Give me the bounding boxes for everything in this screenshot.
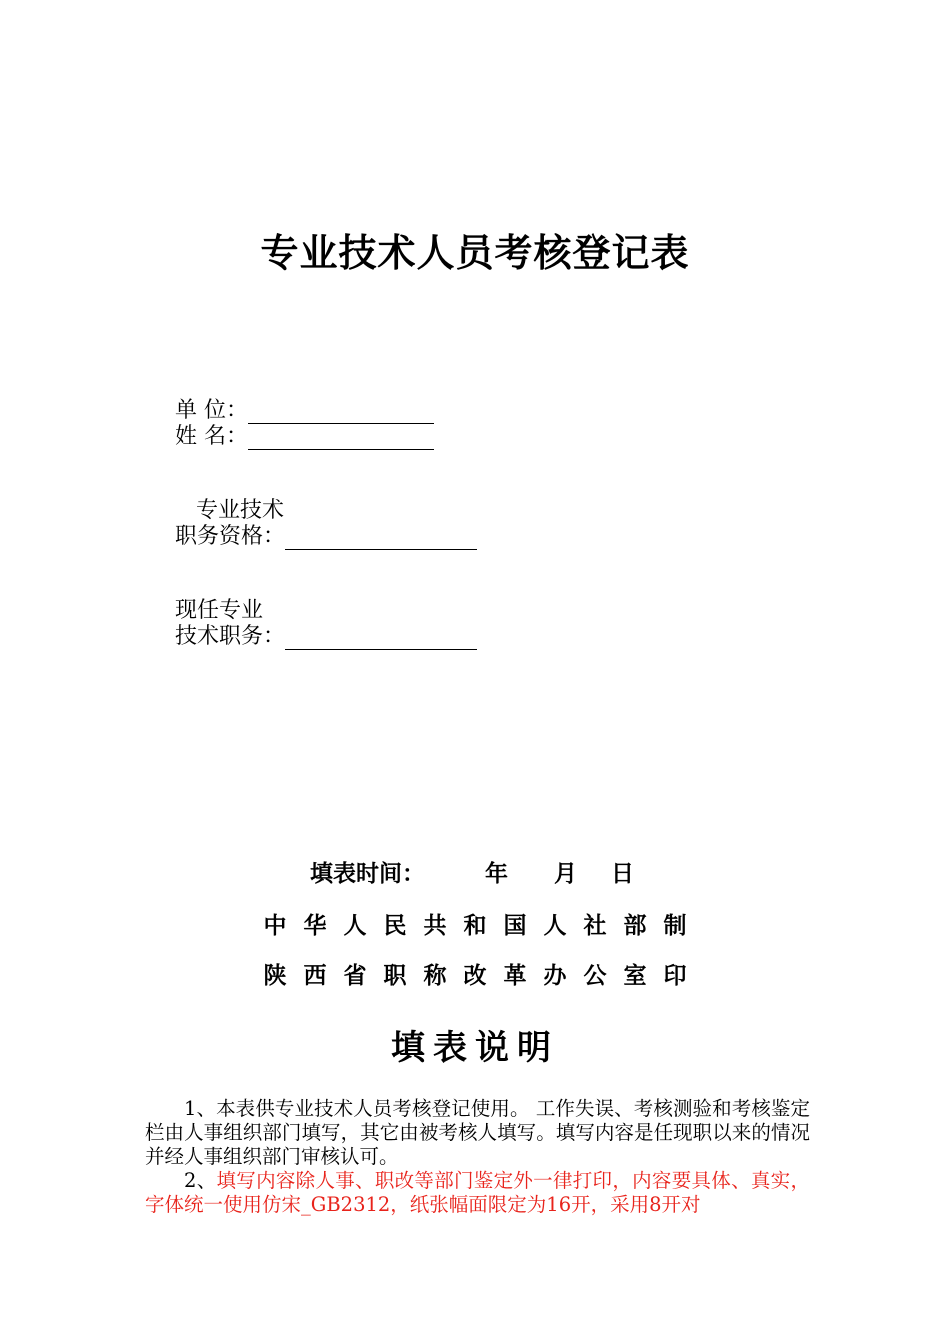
unit-label: 单 位：	[175, 398, 248, 423]
instruction-item-1: 1、本表供专业技术人员考核登记使用。 工作失误、考核测验和考核鉴定栏由人事组织部门填写，其它由被考核人填写。填写内容是任现职以来的情况并经人事组织部门审核认可。	[145, 1097, 810, 1168]
instructions-heading: 填表说明	[391, 1028, 559, 1068]
fill-date	[310, 855, 634, 888]
issuer-line-1: 中华人民共和国人社部制	[263, 913, 704, 939]
name-input-line[interactable]	[248, 427, 434, 450]
qualification-field	[175, 524, 477, 550]
fill-date-day: 日	[611, 861, 634, 887]
qualification-input-line[interactable]	[285, 527, 477, 550]
position-field	[175, 624, 477, 650]
fill-date-year: 年	[485, 861, 508, 887]
qualification-label-line1: 专业技术	[196, 498, 285, 523]
name-label: 姓 名：	[175, 424, 248, 449]
issuer-line-2: 陕西省职称改革办公室印	[263, 963, 704, 989]
fill-date-label: 填表时间：	[310, 861, 425, 887]
document-title: 专业技术人员考核登记表	[260, 231, 690, 275]
instruction-item-2-text: 填写内容除人事、职改等部门鉴定外一律打印，内容要具体、真实，字体统一使用仿宋_GB2312，纸张幅面限定为16开，采用8开对	[145, 1169, 810, 1216]
qualification-label-line2: 职务资格：	[175, 524, 286, 549]
unit-input-line[interactable]	[248, 401, 434, 424]
position-label-line1: 现任专业	[175, 598, 264, 623]
position-label-line2: 技术职务：	[175, 624, 286, 649]
name-field	[175, 424, 434, 450]
unit-field	[175, 398, 434, 424]
instruction-item-2-prefix: 2、	[184, 1169, 217, 1192]
instruction-item-2	[145, 1169, 810, 1217]
fill-date-month: 月	[554, 861, 577, 887]
position-input-line[interactable]	[285, 627, 477, 650]
